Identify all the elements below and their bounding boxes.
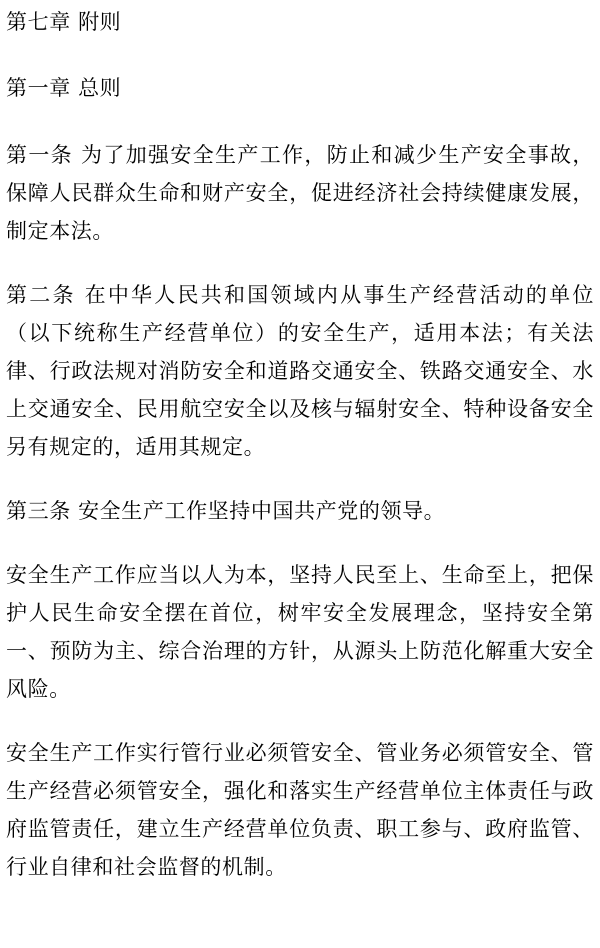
article-3-paragraph-3: 安全生产工作实行管行业必须管安全、管业务必须管安全、管生产经营必须管安全，强化和落实生产经营单位主体责任与政府监管责任，建立生产经营单位负责、职工参与、政府监管、行业自律和社会监督的机制。 — [6, 741, 594, 879]
section-heading: 第一章 总则 — [6, 76, 122, 100]
chapter-heading: 第七章 附则 — [6, 10, 122, 34]
article-1-paragraph: 第一条 为了加强安全生产工作，防止和减少生产安全事故，保障人民群众生命和财产安全，促进经济社会持续健康发展，制定本法。 — [6, 143, 594, 243]
article-3-paragraph-2: 安全生产工作应当以人为本，坚持人民至上、生命至上，把保护人民生命安全摆在首位，树牢安全发展理念，坚持安全第一、预防为主、综合治理的方针，从源头上防范化解重大安全风险。 — [6, 563, 594, 701]
article-3-paragraph: 第三条 安全生产工作坚持中国共产党的领导。 — [6, 499, 446, 523]
article-2-paragraph: 第二条 在中华人民共和国领域内从事生产经营活动的单位（以下统称生产经营单位）的安全生产，适用本法；有关法律、行政法规对消防安全和道路交通安全、铁路交通安全、水上交通安全、民用航空安全以及核与辐射安全、特种设备安全另有规定的，适用其规定。 — [6, 283, 594, 459]
